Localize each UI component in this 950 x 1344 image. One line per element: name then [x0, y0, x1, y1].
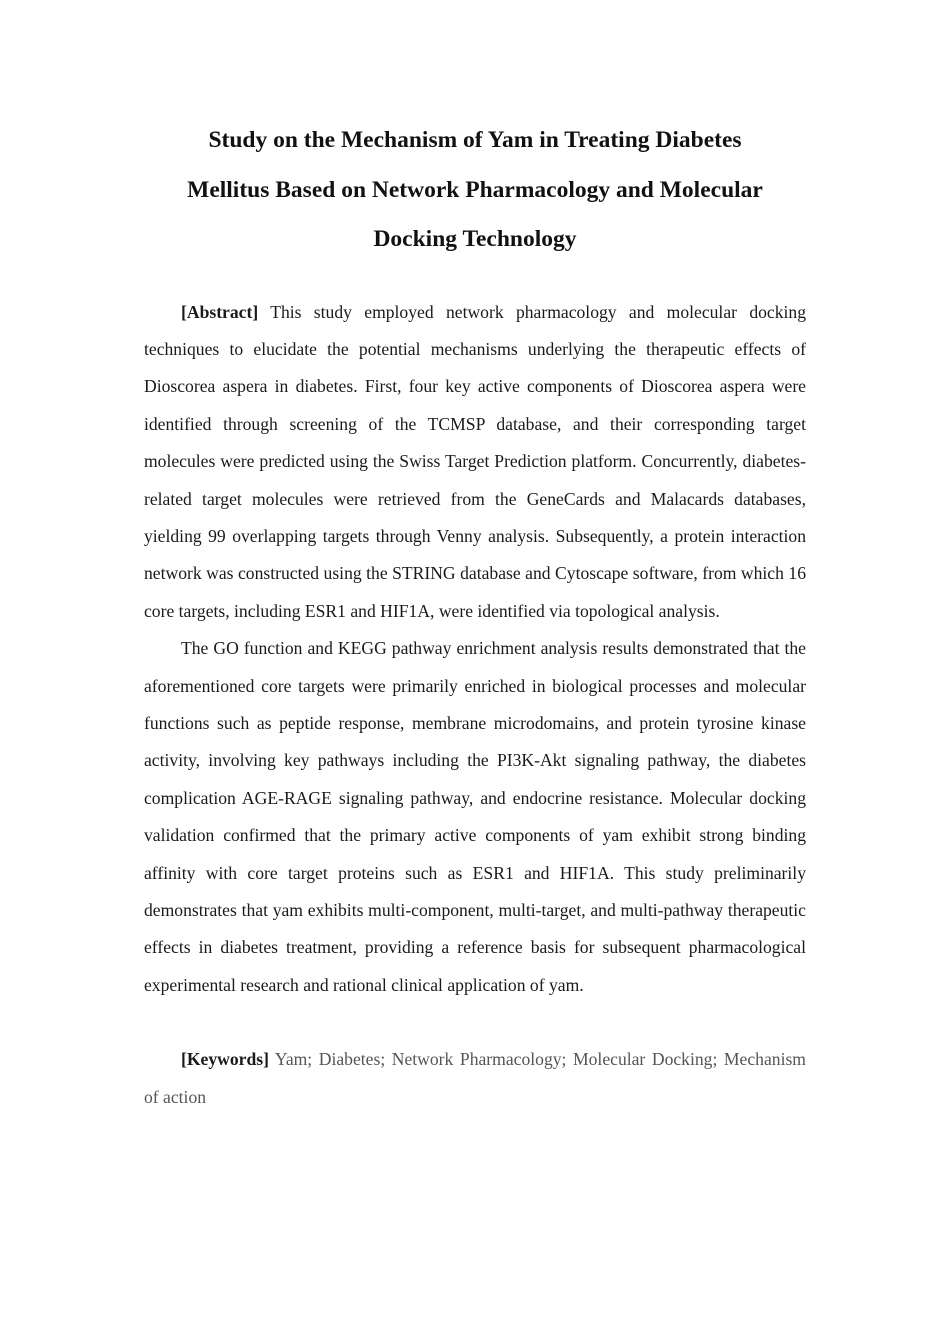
abstract-text-1: This study employed network pharmacology and molecular docking techniques to elucidate the potential mechanisms underlying the therapeutic effects of Dioscorea aspera in diabetes. First, four key active components of Dioscorea aspera were identified through screening of the TCMSP database, and their corresponding target molecules were predicted using the Swiss Target Prediction platform. Concurrently, diabetes-related target molecules were retrieved from the GeneCards and Malacards databases, yielding 99 overlapping targets through Venny analysis. Subsequently, a protein interaction network was constructed using the STRING database and Cytoscape software, from which 16 core targets, including ESR1 and HIF1A, were identified via topological analysis.	[144, 301, 806, 621]
title-line-3: Docking Technology	[373, 226, 577, 252]
keywords-text: Yam; Diabetes; Network Pharmacology; Molecular Docking; Mechanism of action	[144, 1049, 806, 1107]
abstract-paragraph-2: The GO function and KEGG pathway enrichment analysis results demonstrated that the aforementioned core targets were primarily enriched in biological processes and molecular functions such as peptide response, membrane microdomains, and protein tyrosine kinase activity, involving key pathways including the PI3K-Akt signaling pathway, the diabetes complication AGE-RAGE signaling pathway, and endocrine resistance. Molecular docking validation confirmed that the primary active components of yam exhibit strong binding affinity with core target proteins such as ESR1 and HIF1A. This study preliminarily demonstrates that yam exhibits multi-component, multi-target, and multi-pathway therapeutic effects in diabetes treatment, providing a reference basis for subsequent pharmacological experimental research and rational clinical application of yam.	[144, 638, 806, 995]
title-line-1: Study on the Mechanism of Yam in Treating Diabetes	[208, 127, 742, 153]
keywords-label: [Keywords]	[181, 1049, 269, 1070]
document-page	[144, 116, 806, 1116]
title-line-2: Mellitus Based on Network Pharmacology and Molecular	[187, 176, 763, 203]
abstract-section	[144, 294, 806, 1005]
keywords-section	[144, 1041, 806, 1116]
abstract-label: [Abstract]	[181, 301, 259, 322]
abstract-paragraph-1	[144, 294, 806, 631]
paper-title	[144, 116, 806, 265]
